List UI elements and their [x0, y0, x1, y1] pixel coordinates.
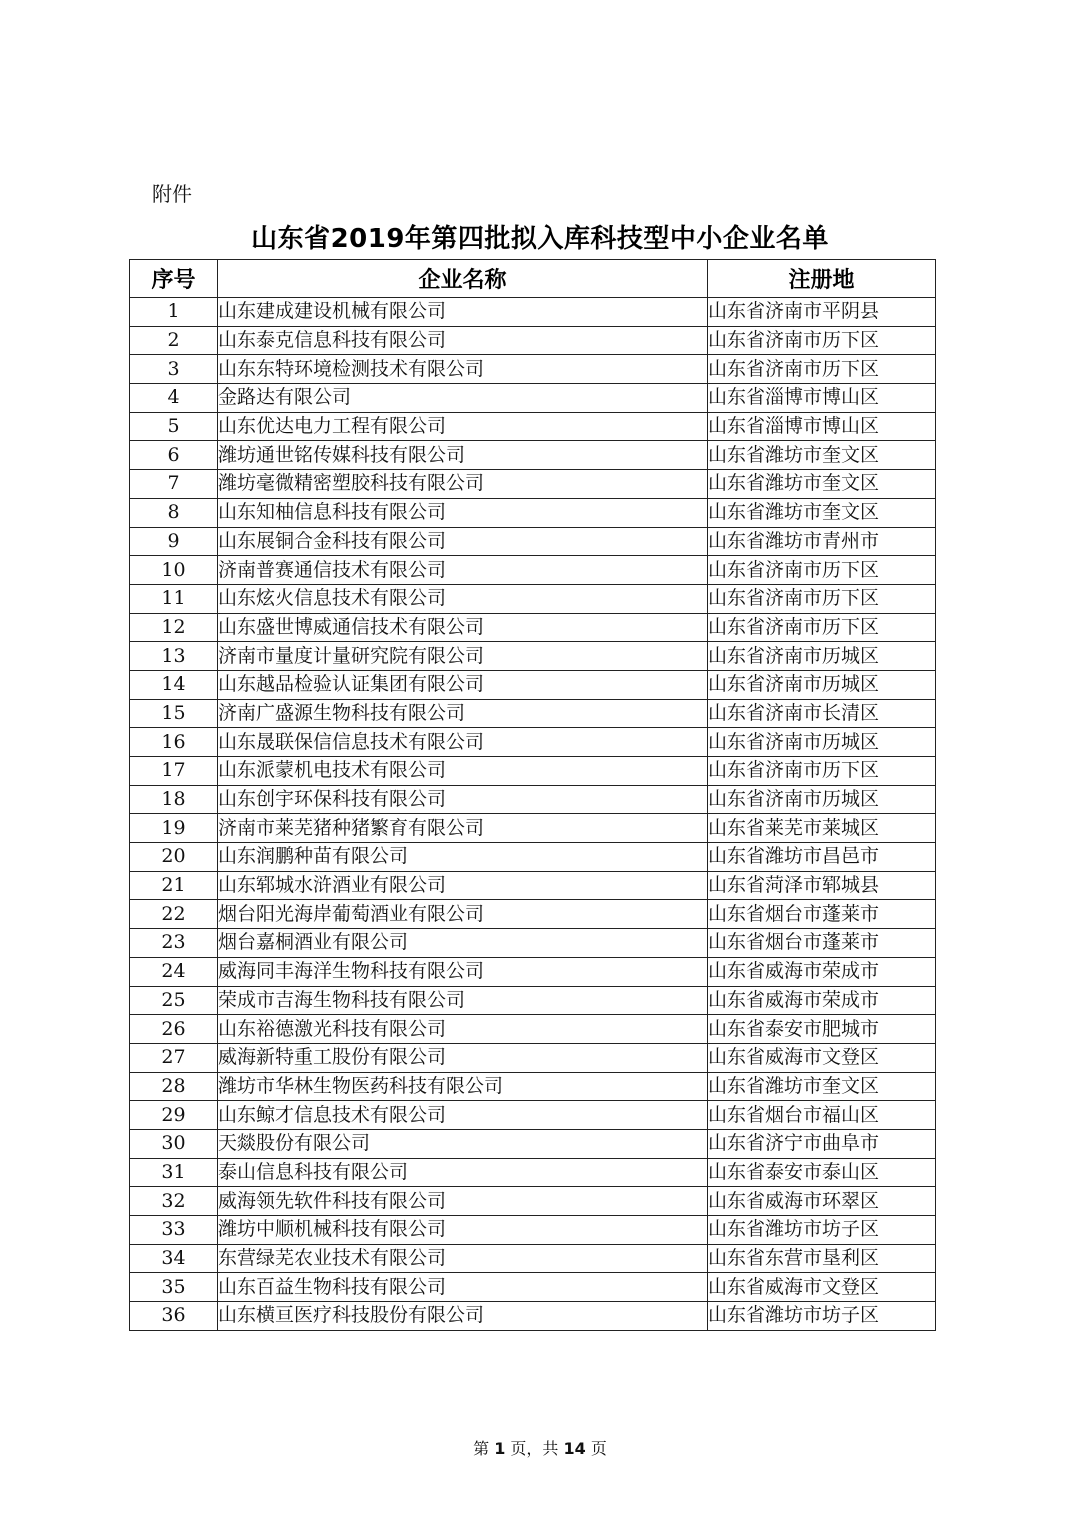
table-row — [130, 1216, 936, 1245]
row-number: 5 — [130, 412, 218, 441]
table-row — [130, 412, 936, 441]
company-name: 山东优达电力工程有限公司 — [218, 412, 708, 441]
registration-place: 山东省东营市垦利区 — [708, 1244, 936, 1273]
company-name: 山东知柚信息科技有限公司 — [218, 498, 708, 527]
row-number: 2 — [130, 326, 218, 355]
registration-place: 山东省济南市历城区 — [708, 642, 936, 671]
registration-place: 山东省潍坊市坊子区 — [708, 1216, 936, 1245]
row-number: 9 — [130, 527, 218, 556]
footer-prefix: 第 — [473, 1439, 490, 1458]
row-number: 11 — [130, 584, 218, 613]
footer-middle: 页，共 — [510, 1439, 559, 1458]
row-number: 20 — [130, 843, 218, 872]
row-number: 29 — [130, 1101, 218, 1130]
registration-place: 山东省济南市历下区 — [708, 757, 936, 786]
registration-place: 山东省烟台市福山区 — [708, 1101, 936, 1130]
row-number: 1 — [130, 298, 218, 327]
registration-place: 山东省菏泽市郓城县 — [708, 871, 936, 900]
registration-place: 山东省济宁市曲阜市 — [708, 1129, 936, 1158]
row-number: 4 — [130, 384, 218, 413]
registration-place: 山东省潍坊市奎文区 — [708, 1072, 936, 1101]
table-row — [130, 843, 936, 872]
table-row — [130, 1043, 936, 1072]
company-name: 山东裕德激光科技有限公司 — [218, 1015, 708, 1044]
registration-place: 山东省济南市平阴县 — [708, 298, 936, 327]
table-row — [130, 1129, 936, 1158]
table-row — [130, 957, 936, 986]
company-name: 山东百益生物科技有限公司 — [218, 1273, 708, 1302]
registration-place: 山东省威海市文登区 — [708, 1273, 936, 1302]
company-name: 潍坊毫微精密塑胶科技有限公司 — [218, 470, 708, 499]
registration-place: 山东省济南市历城区 — [708, 728, 936, 757]
company-name: 山东派蒙机电技术有限公司 — [218, 757, 708, 786]
table-row — [130, 699, 936, 728]
table-row — [130, 527, 936, 556]
table-row — [130, 1015, 936, 1044]
registration-place: 山东省烟台市蓬莱市 — [708, 929, 936, 958]
table-row — [130, 900, 936, 929]
company-name: 济南普赛通信技术有限公司 — [218, 556, 708, 585]
row-number: 27 — [130, 1043, 218, 1072]
row-number: 36 — [130, 1302, 218, 1331]
row-number: 35 — [130, 1273, 218, 1302]
footer-total-pages: 14 — [563, 1439, 586, 1458]
attachment-label: 附件 — [152, 182, 192, 206]
company-name: 山东展铜合金科技有限公司 — [218, 527, 708, 556]
row-number: 13 — [130, 642, 218, 671]
company-name: 威海同丰海洋生物科技有限公司 — [218, 957, 708, 986]
company-name: 山东越品检验认证集团有限公司 — [218, 670, 708, 699]
row-number: 18 — [130, 785, 218, 814]
table-row — [130, 298, 936, 327]
table-row — [130, 1273, 936, 1302]
table-row — [130, 642, 936, 671]
registration-place: 山东省威海市环翠区 — [708, 1187, 936, 1216]
footer-page-number: 1 — [494, 1439, 506, 1458]
registration-place: 山东省潍坊市奎文区 — [708, 470, 936, 499]
table-row — [130, 785, 936, 814]
table-row — [130, 326, 936, 355]
company-name: 山东润鹏种苗有限公司 — [218, 843, 708, 872]
company-name: 山东建成建设机械有限公司 — [218, 298, 708, 327]
company-name: 济南市莱芜猪种猪繁育有限公司 — [218, 814, 708, 843]
table-row — [130, 1244, 936, 1273]
row-number: 34 — [130, 1244, 218, 1273]
registration-place: 山东省济南市历下区 — [708, 556, 936, 585]
company-name: 东营绿芜农业技术有限公司 — [218, 1244, 708, 1273]
column-header-registration-place: 注册地 — [708, 260, 936, 298]
table-row — [130, 498, 936, 527]
registration-place: 山东省潍坊市青州市 — [708, 527, 936, 556]
table-row — [130, 441, 936, 470]
registration-place: 山东省淄博市博山区 — [708, 384, 936, 413]
registration-place: 山东省潍坊市昌邑市 — [708, 843, 936, 872]
registration-place: 山东省莱芜市莱城区 — [708, 814, 936, 843]
row-number: 21 — [130, 871, 218, 900]
table-row — [130, 986, 936, 1015]
company-name: 山东盛世博威通信技术有限公司 — [218, 613, 708, 642]
row-number: 30 — [130, 1129, 218, 1158]
row-number: 26 — [130, 1015, 218, 1044]
company-name: 济南广盛源生物科技有限公司 — [218, 699, 708, 728]
table-row — [130, 584, 936, 613]
registration-place: 山东省济南市历下区 — [708, 326, 936, 355]
row-number: 33 — [130, 1216, 218, 1245]
company-name: 泰山信息科技有限公司 — [218, 1158, 708, 1187]
company-table — [129, 259, 936, 1331]
column-header-number: 序号 — [130, 260, 218, 298]
row-number: 17 — [130, 757, 218, 786]
table-row — [130, 355, 936, 384]
row-number: 3 — [130, 355, 218, 384]
company-name: 威海新特重工股份有限公司 — [218, 1043, 708, 1072]
company-name: 山东东特环境检测技术有限公司 — [218, 355, 708, 384]
company-name: 威海领先软件科技有限公司 — [218, 1187, 708, 1216]
registration-place: 山东省烟台市蓬莱市 — [708, 900, 936, 929]
registration-place: 山东省济南市历下区 — [708, 584, 936, 613]
company-name: 天燚股份有限公司 — [218, 1129, 708, 1158]
table-row — [130, 1072, 936, 1101]
row-number: 22 — [130, 900, 218, 929]
row-number: 15 — [130, 699, 218, 728]
table-row — [130, 384, 936, 413]
company-name: 山东晟联保信信息技术有限公司 — [218, 728, 708, 757]
registration-place: 山东省济南市历下区 — [708, 613, 936, 642]
table-header-row — [130, 260, 936, 298]
row-number: 32 — [130, 1187, 218, 1216]
registration-place: 山东省济南市历城区 — [708, 670, 936, 699]
row-number: 6 — [130, 441, 218, 470]
table-row — [130, 613, 936, 642]
registration-place: 山东省泰安市泰山区 — [708, 1158, 936, 1187]
registration-place: 山东省潍坊市奎文区 — [708, 441, 936, 470]
registration-place: 山东省潍坊市奎文区 — [708, 498, 936, 527]
row-number: 28 — [130, 1072, 218, 1101]
table-row — [130, 929, 936, 958]
company-name: 山东鲸才信息技术有限公司 — [218, 1101, 708, 1130]
table-row — [130, 556, 936, 585]
registration-place: 山东省潍坊市坊子区 — [708, 1302, 936, 1331]
page-footer — [0, 1436, 1080, 1459]
footer-suffix: 页 — [590, 1439, 607, 1458]
table-row — [130, 670, 936, 699]
table-row — [130, 728, 936, 757]
company-name: 山东泰克信息科技有限公司 — [218, 326, 708, 355]
company-name: 烟台嘉桐酒业有限公司 — [218, 929, 708, 958]
registration-place: 山东省淄博市博山区 — [708, 412, 936, 441]
company-name: 济南市量度计量研究院有限公司 — [218, 642, 708, 671]
row-number: 14 — [130, 670, 218, 699]
table-body — [130, 298, 936, 1331]
company-name: 潍坊通世铭传媒科技有限公司 — [218, 441, 708, 470]
row-number: 7 — [130, 470, 218, 499]
row-number: 24 — [130, 957, 218, 986]
registration-place: 山东省泰安市肥城市 — [708, 1015, 936, 1044]
company-name: 潍坊中顺机械科技有限公司 — [218, 1216, 708, 1245]
company-name: 荣成市吉海生物科技有限公司 — [218, 986, 708, 1015]
table-row — [130, 1187, 936, 1216]
company-name: 山东横亘医疗科技股份有限公司 — [218, 1302, 708, 1331]
row-number: 23 — [130, 929, 218, 958]
table-row — [130, 1158, 936, 1187]
table-row — [130, 1302, 936, 1331]
registration-place: 山东省威海市荣成市 — [708, 957, 936, 986]
table-row — [130, 871, 936, 900]
row-number: 25 — [130, 986, 218, 1015]
registration-place: 山东省济南市历城区 — [708, 785, 936, 814]
table-row — [130, 814, 936, 843]
table-row — [130, 470, 936, 499]
table-row — [130, 1101, 936, 1130]
row-number: 19 — [130, 814, 218, 843]
company-name: 潍坊市华林生物医药科技有限公司 — [218, 1072, 708, 1101]
registration-place: 山东省威海市荣成市 — [708, 986, 936, 1015]
company-name: 烟台阳光海岸葡萄酒业有限公司 — [218, 900, 708, 929]
company-name: 山东郓城水浒酒业有限公司 — [218, 871, 708, 900]
row-number: 12 — [130, 613, 218, 642]
document-title: 山东省2019年第四批拟入库科技型中小企业名单 — [251, 224, 829, 254]
row-number: 10 — [130, 556, 218, 585]
row-number: 8 — [130, 498, 218, 527]
table-row — [130, 757, 936, 786]
registration-place: 山东省威海市文登区 — [708, 1043, 936, 1072]
column-header-company-name: 企业名称 — [218, 260, 708, 298]
row-number: 16 — [130, 728, 218, 757]
company-name: 山东创宇环保科技有限公司 — [218, 785, 708, 814]
company-name: 山东炫火信息技术有限公司 — [218, 584, 708, 613]
registration-place: 山东省济南市长清区 — [708, 699, 936, 728]
row-number: 31 — [130, 1158, 218, 1187]
company-name: 金路达有限公司 — [218, 384, 708, 413]
registration-place: 山东省济南市历下区 — [708, 355, 936, 384]
